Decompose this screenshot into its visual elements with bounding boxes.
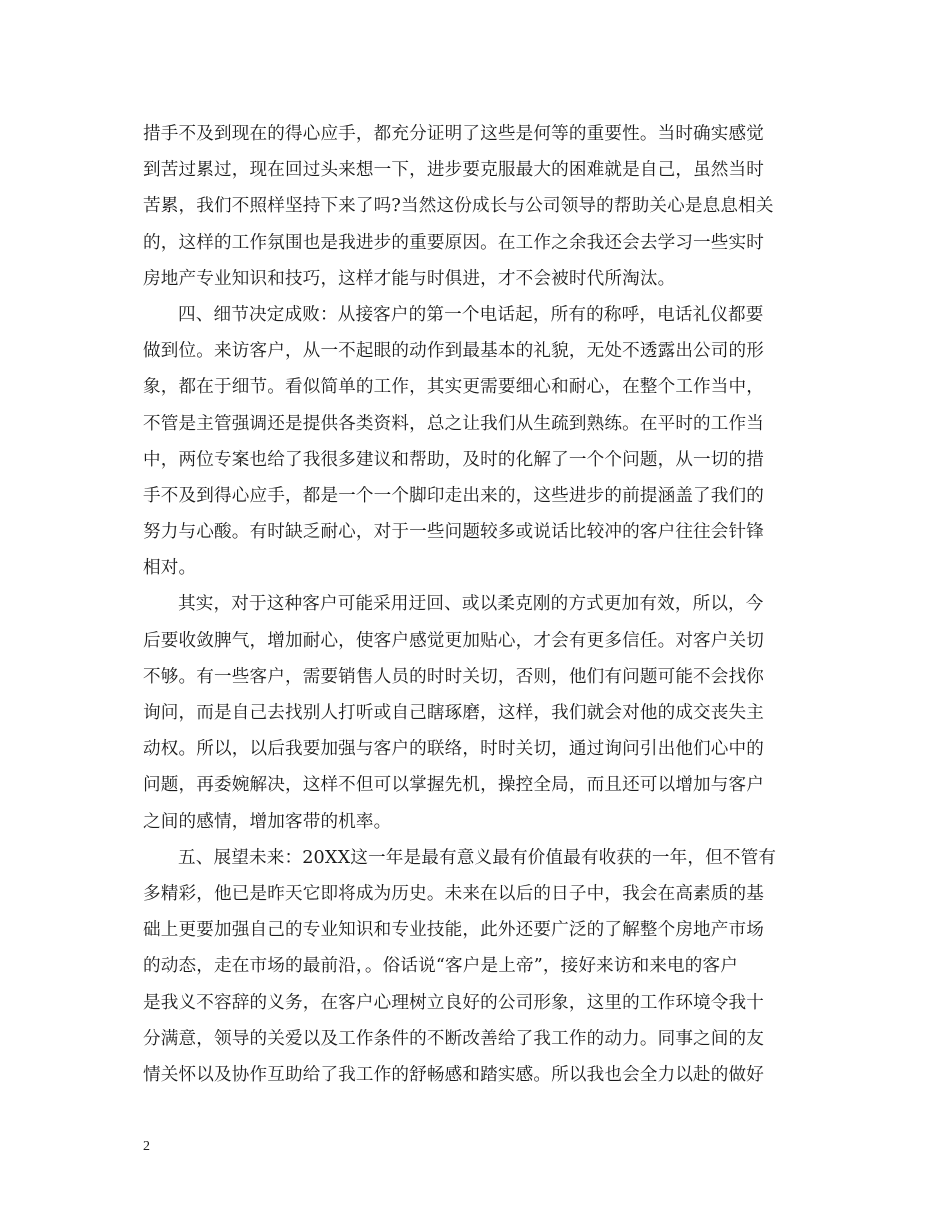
text-line: 分满意，领导的关爱以及工作条件的不断改善给了我工作的动力。同事之间的友 [143, 1028, 765, 1049]
text-line: 的动态，走在市场的最前沿，。俗话说“客户是上帝”，接好来访和来电的客户 [143, 956, 739, 977]
text-line: 之间的感情，增加客带的机率。 [143, 811, 392, 832]
text-line: 是我义不容辞的义务，在客户心理树立良好的公司形象，这里的工作环境令我十 [143, 992, 765, 1013]
text-line: 后要收敛脾气，增加耐心，使客户感觉更加贴心，才会有更多信任。对客户关切 [143, 630, 765, 651]
text-line: 做到位。来访客户，从一不起眼的动作到最基本的礼貌，无处不透露出公司的形 [143, 341, 765, 362]
text-line: 不管是主管强调还是提供各类资料，总之让我们从生疏到熟练。在平时的工作当 [143, 413, 765, 434]
text-line: 到苦过累过，现在回过头来想一下，进步要克服最大的困难就是自己，虽然当时 [143, 160, 765, 181]
text-line: 问题，再委婉解决，这样不但可以掌握先机，操控全局，而且还可以增加与客户 [143, 775, 765, 796]
text-line: 多精彩，他已是昨天它即将成为历史。未来在以后的日子中，我会在高素质的基 [143, 883, 765, 904]
text-line: 措手不及到现在的得心应手，都充分证明了这些是何等的重要性。当时确实感觉 [143, 124, 765, 144]
text-line: 努力与心酸。有时缺乏耐心，对于一些问题较多或说话比较冲的客户往往会针锋 [143, 522, 765, 543]
text-line: 手不及到得心应手，都是一个一个脚印走出来的，这些进步的前提涵盖了我们的 [143, 485, 765, 506]
text-line: 的，这样的工作氛围也是我进步的重要原因。在工作之余我还会去学习一些实时 [143, 232, 765, 253]
paragraph-start-line: 四、细节决定成败：从接客户的第一个电话起，所有的称呼，电话礼仪都要 [178, 304, 764, 325]
text-line: 中，两位专案也给了我很多建议和帮助，及时的化解了一个个问题，从一切的措 [143, 449, 765, 470]
paragraph-start-line: 五、展望未来：20XX这一年是最有意义最有价值最有收获的一年，但不管有 [178, 847, 777, 868]
page-number: 2 [143, 1139, 150, 1154]
paragraph-start-line: 其实，对于这种客户可能采用迂回、或以柔克刚的方式更加有效，所以，今 [178, 594, 764, 615]
text-line: 苦累，我们不照样坚持下来了吗?当然这份成长与公司领导的帮助关心是息息相关 [143, 196, 774, 217]
text-line: 房地产专业知识和技巧，这样才能与时俱进，才不会被时代所淘汰。 [143, 268, 676, 289]
text-line: 相对。 [143, 558, 197, 579]
text-line: 情关怀以及协作互助给了我工作的舒畅感和踏实感。所以我也会全力以赴的做好 [143, 1064, 765, 1085]
text-line: 不够。有一些客户，需要销售人员的时时关切，否则，他们有问题可能不会找你 [143, 666, 765, 687]
text-line: 动权。所以，以后我要加强与客户的联络，时时关切，通过询问引出他们心中的 [143, 739, 765, 760]
document-body [143, 116, 807, 1093]
text-line: 象，都在于细节。看似简单的工作，其实更需要细心和耐心，在整个工作当中， [143, 377, 765, 398]
text-line: 询问，而是自己去找别人打听或自己瞎琢磨，这样，我们就会对他的成交丧失主 [143, 703, 765, 723]
text-line: 础上更要加强自己的专业知识和专业技能，此外还要广泛的了解整个房地产市场 [143, 920, 765, 941]
